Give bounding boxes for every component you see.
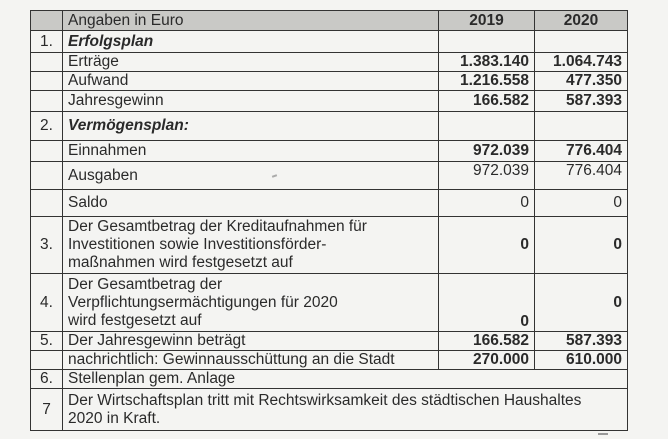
section-title: Erfolgsplan <box>63 31 439 53</box>
header-num-cell <box>31 11 63 31</box>
empty-cell <box>31 91 63 112</box>
row-number: 5. <box>31 332 63 351</box>
row-label: Einnahmen <box>63 141 439 162</box>
row-number: 6. <box>31 370 63 389</box>
value-2020: 610.000 <box>535 351 628 370</box>
table-row-gewinnausschuettung <box>31 351 628 370</box>
section-text <box>63 217 439 274</box>
header-row <box>31 11 628 31</box>
value-2020: 0 <box>535 217 628 274</box>
empty-cell <box>439 31 535 53</box>
value-2020: 0 <box>535 274 628 332</box>
table-row-jahresgewinn <box>31 91 628 112</box>
text-line: Der Gesamtbetrag der <box>68 275 223 293</box>
row-label: Aufwand <box>63 72 439 91</box>
section-row-vermoegensplan <box>31 112 628 141</box>
table-row-aufwand <box>31 72 628 91</box>
row-label: Saldo <box>63 190 439 217</box>
text-line: Der Gesamtbetrag der Kreditaufnahmen für <box>68 218 367 235</box>
value-2019: 0 <box>439 190 535 217</box>
table-row-einnahmen <box>31 141 628 162</box>
empty-cell <box>535 31 628 53</box>
row-label: Stellenplan gem. Anlage <box>63 370 628 389</box>
section-text <box>63 274 439 332</box>
value-2020: 1.064.743 <box>535 53 628 72</box>
text-line: Der Wirtschaftsplan tritt mit Rechtswirksamkeit des städtischen Haushaltes <box>68 392 582 409</box>
row-label: nachrichtlich: Gewinnausschüttung an die Stadt <box>63 351 439 370</box>
header-year-2019: 2019 <box>439 11 535 31</box>
header-year-2020: 2020 <box>535 11 628 31</box>
row-label: Ausgaben <box>63 162 439 190</box>
section-row-stellenplan <box>31 370 628 389</box>
wirtschaftsplan-table <box>30 10 628 431</box>
section-row-jahresgewinn-betraegt <box>31 332 628 351</box>
empty-cell <box>31 72 63 91</box>
empty-cell <box>535 112 628 141</box>
value-2020: 587.393 <box>535 91 628 112</box>
section-row-erfolgsplan <box>31 31 628 53</box>
row-number: 7 <box>31 389 63 431</box>
header-label: Angaben in Euro <box>63 11 439 31</box>
value-2019: 270.000 <box>439 351 535 370</box>
section-row-verpflichtungsermaechtigungen <box>31 274 628 332</box>
empty-cell <box>31 53 63 72</box>
empty-cell <box>31 190 63 217</box>
value-2020: 776.404 <box>535 141 628 162</box>
text-line: Verpflichtungsermächtigungen für 2020 <box>68 293 338 311</box>
value-2020: 587.393 <box>535 332 628 351</box>
scan-artifact <box>598 433 608 435</box>
value-2019: 1.216.558 <box>439 72 535 91</box>
text-line: wird festgesetzt auf <box>68 311 202 329</box>
row-number: 1. <box>31 31 63 53</box>
value-2019: 0 <box>439 217 535 274</box>
value-2020: 0 <box>535 190 628 217</box>
value-2020: 477.350 <box>535 72 628 91</box>
row-number: 2. <box>31 112 63 141</box>
row-label: Erträge <box>63 53 439 72</box>
empty-cell <box>439 112 535 141</box>
section-row-kreditaufnahmen <box>31 217 628 274</box>
empty-cell <box>31 351 63 370</box>
value-2019: 166.582 <box>439 332 535 351</box>
value-2019: 972.039 <box>439 162 535 190</box>
section-text <box>63 389 628 431</box>
text-line: 2020 in Kraft. <box>68 410 161 427</box>
text-line: maßnahmen wird festgesetzt auf <box>68 254 293 271</box>
value-2019: 972.039 <box>439 141 535 162</box>
table-row-ertraege <box>31 53 628 72</box>
row-label: Der Jahresgewinn beträgt <box>63 332 439 351</box>
row-label: Jahresgewinn <box>63 91 439 112</box>
value-2020: 776.404 <box>535 162 628 190</box>
value-2019: 0 <box>439 274 535 332</box>
value-2019: 1.383.140 <box>439 53 535 72</box>
section-title: Vermögensplan: <box>63 112 439 141</box>
empty-cell <box>31 141 63 162</box>
row-number: 3. <box>31 217 63 274</box>
row-number: 4. <box>31 274 63 332</box>
value-2019: 166.582 <box>439 91 535 112</box>
section-row-inkrafttreten <box>31 389 628 431</box>
empty-cell <box>31 162 63 190</box>
table-row-saldo <box>31 190 628 217</box>
text-line: Investitionen sowie Investitionsförder- <box>68 236 327 253</box>
table-row-ausgaben <box>31 162 628 190</box>
